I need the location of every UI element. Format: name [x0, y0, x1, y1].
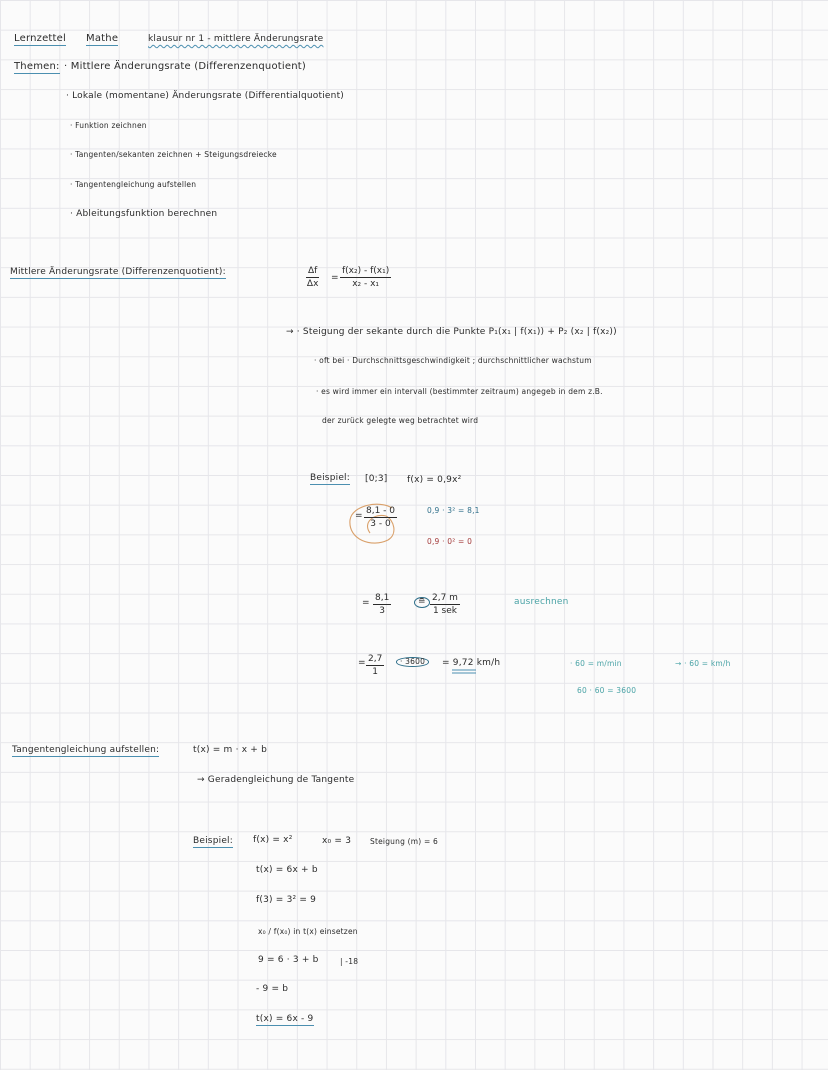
tangent-example-label: Beispiel:: [193, 836, 233, 846]
difference-num: f(x₂) - f(x₁): [340, 266, 391, 278]
header-title: klausur nr 1 - mittlere Änderungsrate: [148, 34, 324, 44]
fraction-den: 3 - 0: [370, 519, 391, 530]
tangent-step: | -18: [340, 957, 359, 966]
topic-item: · Mittlere Änderungsrate (Differenzenquotient): [64, 61, 306, 72]
fraction-num: 2,7 m: [430, 593, 460, 605]
example-result: = 9,72 km/h: [442, 658, 501, 668]
header-word-mathe: Mathe: [86, 33, 119, 44]
difference-quotient-fraction: [340, 266, 391, 290]
fraction-den: 3: [379, 606, 386, 617]
calc-note: ausrechnen: [514, 597, 569, 607]
fraction-num: 2,7: [366, 654, 384, 666]
note-line: · oft bei · Durchschnittsgeschwindigkeit ; durchschnittlicher wachstum: [314, 356, 592, 365]
note-line: der zurück gelegte weg betrachtet wird: [322, 416, 479, 425]
note-line: → · Steigung der sekante durch die Punkte P₁(x₁ | f(x₁)) + P₂ (x₂ | f(x₂)): [286, 327, 617, 337]
example-fraction-3: [430, 593, 460, 617]
fraction-num: 8,1: [373, 593, 391, 605]
conversion-note: · 60 = m/min: [570, 659, 622, 668]
tangent-step: f(3) = 3² = 9: [256, 895, 317, 905]
example-function: f(x) = 0,9x²: [407, 475, 462, 485]
tangent-step: 9 = 6 · 3 + b: [258, 955, 319, 965]
tangent-example-x0: x₀ = 3: [322, 836, 352, 846]
side-calc: 0,9 · 3² = 8,1: [427, 506, 480, 515]
example-fraction-2: [373, 593, 391, 617]
tangent-note: → Geradengleichung de Tangente: [197, 775, 355, 785]
fraction-den: 1 sek: [432, 606, 457, 617]
delta-fraction: [306, 266, 319, 290]
tangent-result: t(x) = 6x - 9: [256, 1014, 314, 1024]
tangent-step: - 9 = b: [256, 984, 289, 994]
tangent-label: Tangentengleichung aufstellen:: [12, 745, 160, 755]
example-label: Beispiel:: [310, 473, 350, 483]
topics-label: Themen:: [14, 61, 60, 72]
topic-item: · Ableitungsfunktion berechnen: [70, 209, 218, 219]
equals-sign: =: [331, 273, 339, 283]
example-interval: [0;3]: [365, 474, 388, 484]
fraction-num: 8,1 - 0: [364, 506, 397, 518]
tangent-step: x₀ / f(x₀) in t(x) einsetzen: [258, 927, 358, 936]
example-fraction-1: [364, 506, 397, 530]
tangent-example-m: Steigung (m) = 6: [370, 837, 438, 846]
example-fraction-4: [366, 654, 384, 678]
delta-den: Δx: [306, 279, 319, 290]
topic-item: · Lokale (momentane) Änderungsrate (Differentialquotient): [66, 91, 345, 101]
tangent-formula: t(x) = m · x + b: [193, 745, 267, 755]
equals-sign: =: [362, 598, 370, 608]
multiplier-circled: · 3600: [396, 657, 429, 667]
delta-num: Δf: [306, 266, 319, 278]
conversion-note: 60 · 60 = 3600: [577, 686, 637, 695]
equals-sign: =: [358, 658, 366, 668]
note-line: · es wird immer ein intervall (bestimmter zeitraum) angegeb in dem z.B.: [316, 387, 603, 396]
topic-item: · Tangenten/sekanten zeichnen + Steigungsdreiecke: [70, 150, 277, 159]
topic-item: · Funktion zeichnen: [70, 121, 147, 130]
mittlere-label: Mittlere Änderungsrate (Differenzenquotient):: [10, 267, 226, 277]
equals-sign: =: [355, 511, 363, 521]
corresponds-sign: ≘: [414, 597, 430, 608]
tangent-step: t(x) = 6x + b: [256, 865, 318, 875]
header-word-lernzettel: Lernzettel: [14, 33, 66, 44]
result-underline: [452, 670, 476, 673]
tangent-example-f: f(x) = x²: [253, 835, 293, 845]
difference-den: x₂ - x₁: [352, 279, 380, 290]
conversion-note: → · 60 = km/h: [675, 659, 731, 668]
side-calc: 0,9 · 0² = 0: [427, 537, 473, 546]
fraction-den: 1: [372, 667, 379, 678]
topic-item: · Tangentengleichung aufstellen: [70, 180, 197, 189]
